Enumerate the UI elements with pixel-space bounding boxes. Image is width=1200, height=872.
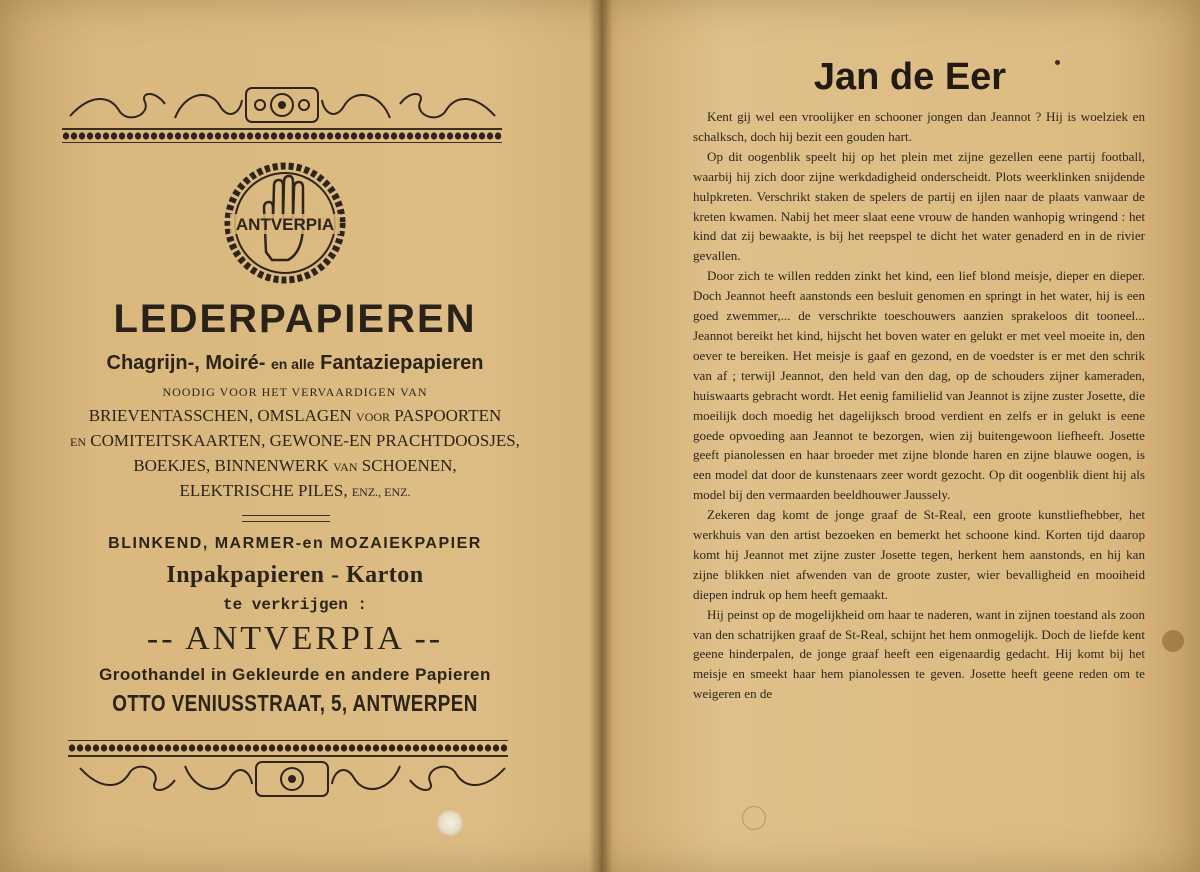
top-ornament <box>60 84 505 126</box>
border-dot <box>277 744 283 751</box>
logo-text: ANTVERPIA <box>235 215 335 234</box>
border-dot <box>87 132 93 139</box>
border-dot <box>317 744 323 751</box>
border-dot <box>463 132 469 139</box>
story-paragraph: Hij peinst op de mogelijkheid om haar te naderen, want in zijnen toestand als zoon van den schatrijken graaf de St-Real, schijnt het hem onmogelijk. Doch de liefde kent geene hinderpalen, de jonge graaf heeft een eigenaardig gedacht. Hij komt bij het meisje en smeekt haar hem pianolessen te geven. Josette heeft geene reden om te weigeren en de <box>693 606 1145 702</box>
ad-item: BOEKJES, BINNENWERK VAN SCHOENEN, <box>133 456 457 475</box>
border-dot <box>63 132 69 139</box>
border-dot <box>237 744 243 751</box>
border-dot <box>223 132 229 139</box>
border-dot <box>285 744 291 751</box>
story-paragraph: Door zich te willen redden zinkt het kind, een lief blond meisje, dieper en dieper. Doch Jeannot heeft aanstonds een besluit genomen en springt in het water, hij is een goed zwemmer,... de verschrikte toeschouwers aanzien sprakeloos dit tooneel... Jeannot bereikt het kind, hijscht het boven water en gelukt er met veel moeite in, den oever te bereiken. Het meisje is gaaf en gezond, en de voedster is er met den schrik van af ; terwijl Jeannot, den held van den dag, op de schouders zijner kameraden, huiswaarts gebracht wordt. Het eenig familielid van Jeannot is zijne zuster Josette, die moeilijk doch moedig het dagelijksch brood verdient en zelfs er in gelukt is eene goede opvoeding aan Jeannot te bezorgen, wien zij buitengewoon liefheeft. Josette geeft pianolessen en haar broeder met zijne blonde haren en zijne blauwe oogen, is een model dat door de kunstenaars zeer wordt gezocht. Op dit oogenblik dient hij als model bij den vermaarden beeldhouwer Jaussely. <box>693 268 1145 503</box>
border-dot <box>191 132 197 139</box>
border-dot <box>287 132 293 139</box>
border-dot <box>407 132 413 139</box>
left-page-advertisement <box>0 0 598 872</box>
divider <box>242 515 330 522</box>
border-dot <box>431 132 437 139</box>
border-dot <box>253 744 259 751</box>
ad-item: ELEKTRISCHE PILES, ENZ., ENZ. <box>179 481 411 500</box>
border-dot <box>487 132 493 139</box>
border-dot <box>333 744 339 751</box>
border-dot <box>447 132 453 139</box>
ad-item: EN COMITEITSKAARTEN, GEWONE-EN PRACHTDOOSJES, <box>70 431 520 450</box>
bottom-rule-upper <box>68 740 508 741</box>
border-dot <box>461 744 467 751</box>
border-dot <box>477 744 483 751</box>
border-dot <box>455 132 461 139</box>
border-dot <box>471 132 477 139</box>
top-dot-border <box>62 131 502 141</box>
border-dot <box>205 744 211 751</box>
ad-blinkend: BLINKEND, MARMER-en MOZAIEKPAPIER <box>108 535 482 552</box>
border-dot <box>143 132 149 139</box>
border-dot <box>109 744 115 751</box>
ad-subtitle-part2: en alle <box>270 356 315 372</box>
border-dot <box>445 744 451 751</box>
print-speck <box>1055 60 1060 65</box>
border-dot <box>133 744 139 751</box>
border-dot <box>117 744 123 751</box>
border-dot <box>413 744 419 751</box>
border-dot <box>469 744 475 751</box>
story-text <box>693 107 1145 704</box>
paper-stain <box>1162 630 1184 652</box>
antverpia-logo <box>222 160 348 286</box>
border-dot <box>183 132 189 139</box>
border-dot <box>279 132 285 139</box>
border-dot <box>95 132 101 139</box>
border-dot <box>141 744 147 751</box>
border-dot <box>311 132 317 139</box>
border-dot <box>261 744 267 751</box>
border-dot <box>157 744 163 751</box>
border-dot <box>111 132 117 139</box>
border-dot <box>93 744 99 751</box>
border-dot <box>247 132 253 139</box>
top-rule-lower <box>62 142 502 143</box>
border-dot <box>479 132 485 139</box>
binding-hole-right <box>742 806 766 830</box>
border-dot <box>439 132 445 139</box>
ad-title: LEDERPAPIEREN <box>113 297 477 341</box>
border-dot <box>301 744 307 751</box>
border-dot <box>151 132 157 139</box>
border-dot <box>71 132 77 139</box>
ad-verkrijgen: te verkrijgen : <box>222 596 368 614</box>
border-dot <box>119 132 125 139</box>
border-dot <box>405 744 411 751</box>
border-dot <box>341 744 347 751</box>
border-dot <box>189 744 195 751</box>
bottom-ornament <box>70 758 515 800</box>
border-dot <box>269 744 275 751</box>
border-dot <box>101 744 107 751</box>
story-paragraph: Zekeren dag komt de jonge graaf de St-Real, een groote kunstliefhebber, het werkhuis van den artist bezoeken en bemerkt het schoone kind. Korten tijd daarop komt hij Jeannot met zijne zuster Josette tegen, herkent hem aanstonds, en hij kan zijne blikken niet afwenden van de groote zuster, wier bevalligheid en mooiheid diepen indruk op hem heeft gemaakt. <box>693 507 1145 602</box>
border-dot <box>293 744 299 751</box>
border-dot <box>149 744 155 751</box>
border-dot <box>501 744 507 751</box>
border-dot <box>69 744 75 751</box>
ad-inpak: Inpakpapieren - Karton <box>166 562 424 588</box>
border-dot <box>383 132 389 139</box>
border-dot <box>365 744 371 751</box>
border-dot <box>125 744 131 751</box>
border-dot <box>397 744 403 751</box>
border-dot <box>127 132 133 139</box>
border-dot <box>231 132 237 139</box>
border-dot <box>343 132 349 139</box>
border-dot <box>399 132 405 139</box>
border-dot <box>493 744 499 751</box>
bottom-rule <box>68 755 508 757</box>
ad-groothandel: Groothandel in Gekleurde en andere Papieren <box>99 665 491 684</box>
story-title: Jan de Eer <box>813 56 1007 98</box>
ad-item: BRIEVENTASSCHEN, OMSLAGEN VOOR PASPOORTEN <box>88 406 502 425</box>
border-dot <box>175 132 181 139</box>
border-dot <box>391 132 397 139</box>
border-dot <box>359 132 365 139</box>
border-dot <box>415 132 421 139</box>
ad-subtitle-part1: Chagrijn-, Moiré- <box>106 352 266 374</box>
border-dot <box>215 132 221 139</box>
border-dot <box>351 132 357 139</box>
border-dot <box>173 744 179 751</box>
border-dot <box>207 132 213 139</box>
ad-antverpia: -- ANTVERPIA -- <box>146 620 444 657</box>
border-dot <box>199 132 205 139</box>
story-paragraph: Kent gij wel een vroolijker en schooner jongen dan Jeannot ? Hij is woelziek en schalksch, doch hij bezit een gouden hart. <box>693 109 1145 144</box>
border-dot <box>423 132 429 139</box>
border-dot <box>255 132 261 139</box>
border-dot <box>335 132 341 139</box>
border-dot <box>421 744 427 751</box>
border-dot <box>221 744 227 751</box>
ad-subtitle-part3: Fantaziepapieren <box>320 352 484 374</box>
border-dot <box>375 132 381 139</box>
border-dot <box>85 744 91 751</box>
bottom-dot-border <box>68 743 508 753</box>
border-dot <box>245 744 251 751</box>
border-dot <box>197 744 203 751</box>
border-dot <box>327 132 333 139</box>
story-paragraph: Op dit oogenblik speelt hij op het plein met zijne gezellen eene partij football, waarbij hij zich door zijne werkdadigheid onderscheidt. Plots weerklinken snijdende hulpkreten. Verschrikt staken de spelers de partij en ijlen naar de plaats vanwaar de kreten kwamen. Nabij het meer slaat eene vrouw de handen wanhopig wringend : het kind dat zij bewaakte, is bij het reepspel te dicht het water genaderd en in de rivier gevallen. <box>693 148 1145 264</box>
border-dot <box>303 132 309 139</box>
border-dot <box>357 744 363 751</box>
border-dot <box>367 132 373 139</box>
border-dot <box>263 132 269 139</box>
border-dot <box>485 744 491 751</box>
border-dot <box>239 132 245 139</box>
border-dot <box>373 744 379 751</box>
ad-note: NOODIG VOOR HET VERVAARDIGEN VAN <box>162 385 428 399</box>
binding-hole <box>437 810 463 836</box>
border-dot <box>77 744 83 751</box>
border-dot <box>271 132 277 139</box>
page-fold <box>590 0 612 872</box>
border-dot <box>437 744 443 751</box>
border-dot <box>213 744 219 751</box>
ad-address: OTTO VENIUSSTRAAT, 5, ANTWERPEN <box>112 690 478 716</box>
border-dot <box>79 132 85 139</box>
border-dot <box>453 744 459 751</box>
border-dot <box>381 744 387 751</box>
border-dot <box>167 132 173 139</box>
top-rule <box>62 128 502 130</box>
border-dot <box>135 132 141 139</box>
border-dot <box>429 744 435 751</box>
border-dot <box>309 744 315 751</box>
border-dot <box>159 132 165 139</box>
ad-subtitle <box>60 352 530 375</box>
border-dot <box>165 744 171 751</box>
border-dot <box>325 744 331 751</box>
border-dot <box>319 132 325 139</box>
border-dot <box>295 132 301 139</box>
border-dot <box>103 132 109 139</box>
border-dot <box>389 744 395 751</box>
border-dot <box>349 744 355 751</box>
border-dot <box>229 744 235 751</box>
border-dot <box>495 132 501 139</box>
border-dot <box>181 744 187 751</box>
ad-items-list <box>60 404 530 504</box>
